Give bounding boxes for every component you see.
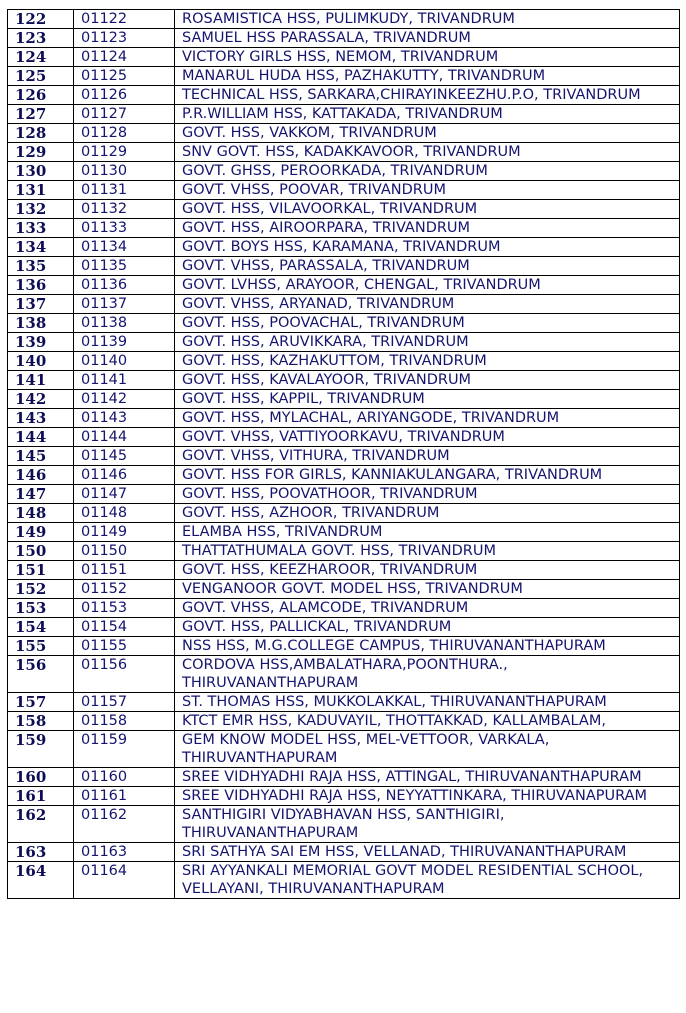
school-name-cell: GOVT. HSS, KAZHAKUTTOM, TRIVANDRUM (175, 352, 680, 371)
school-name-cell: GOVT. HSS, PALLICKAL, TRIVANDRUM (175, 618, 680, 637)
school-name-cell: SREE VIDHYADHI RAJA HSS, ATTINGAL, THIRUVANANTHAPURAM (175, 768, 680, 787)
table-row (8, 67, 680, 86)
table-row (8, 390, 680, 409)
school-name-cell: GOVT. HSS, KEEZHAROOR, TRIVANDRUM (175, 561, 680, 580)
table-row (8, 806, 680, 843)
table-row (8, 105, 680, 124)
table-row (8, 693, 680, 712)
school-name-cell: GOVT. HSS, KAPPIL, TRIVANDRUM (175, 390, 680, 409)
school-name-cell: ELAMBA HSS, TRIVANDRUM (175, 523, 680, 542)
table-row (8, 257, 680, 276)
serial-number-cell: 157 (8, 693, 74, 712)
school-code-cell: 01153 (74, 599, 175, 618)
table-row (8, 428, 680, 447)
table-row (8, 656, 680, 693)
serial-number-cell: 140 (8, 352, 74, 371)
school-name-cell: GOVT. VHSS, POOVAR, TRIVANDRUM (175, 181, 680, 200)
school-code-cell: 01159 (74, 731, 175, 768)
table-row (8, 371, 680, 390)
serial-number-cell: 130 (8, 162, 74, 181)
serial-number-cell: 163 (8, 843, 74, 862)
school-code-cell: 01142 (74, 390, 175, 409)
table-row (8, 29, 680, 48)
serial-number-cell: 127 (8, 105, 74, 124)
table-row (8, 409, 680, 428)
table-row (8, 787, 680, 806)
table-row (8, 124, 680, 143)
table-row (8, 333, 680, 352)
table-row (8, 504, 680, 523)
school-name-cell: GOVT. HSS, VILAVOORKAL, TRIVANDRUM (175, 200, 680, 219)
table-row (8, 843, 680, 862)
school-code-cell: 01130 (74, 162, 175, 181)
school-code-cell: 01144 (74, 428, 175, 447)
serial-number-cell: 128 (8, 124, 74, 143)
school-code-cell: 01143 (74, 409, 175, 428)
serial-number-cell: 125 (8, 67, 74, 86)
serial-number-cell: 126 (8, 86, 74, 105)
school-code-cell: 01149 (74, 523, 175, 542)
serial-number-cell: 155 (8, 637, 74, 656)
school-name-cell: GOVT. VHSS, ARYANAD, TRIVANDRUM (175, 295, 680, 314)
serial-number-cell: 151 (8, 561, 74, 580)
school-name-cell: GOVT. HSS, AIROORPARA, TRIVANDRUM (175, 219, 680, 238)
school-name-cell: GOVT. LVHSS, ARAYOOR, CHENGAL, TRIVANDRUM (175, 276, 680, 295)
school-code-cell: 01163 (74, 843, 175, 862)
serial-number-cell: 158 (8, 712, 74, 731)
serial-number-cell: 131 (8, 181, 74, 200)
school-name-cell: GOVT. HSS, ARUVIKKARA, TRIVANDRUM (175, 333, 680, 352)
school-code-cell: 01141 (74, 371, 175, 390)
school-code-cell: 01127 (74, 105, 175, 124)
table-row (8, 238, 680, 257)
serial-number-cell: 141 (8, 371, 74, 390)
table-row (8, 485, 680, 504)
serial-number-cell: 136 (8, 276, 74, 295)
school-name-cell: ST. THOMAS HSS, MUKKOLAKKAL, THIRUVANANTHAPURAM (175, 693, 680, 712)
serial-number-cell: 154 (8, 618, 74, 637)
school-name-cell: GOVT. HSS, POOVACHAL, TRIVANDRUM (175, 314, 680, 333)
serial-number-cell: 124 (8, 48, 74, 67)
serial-number-cell: 147 (8, 485, 74, 504)
table-row (8, 637, 680, 656)
serial-number-cell: 164 (8, 862, 74, 899)
table-row (8, 143, 680, 162)
table-row (8, 862, 680, 899)
table-row (8, 200, 680, 219)
serial-number-cell: 122 (8, 10, 74, 29)
school-code-cell: 01136 (74, 276, 175, 295)
table-row (8, 352, 680, 371)
school-code-cell: 01137 (74, 295, 175, 314)
serial-number-cell: 138 (8, 314, 74, 333)
school-code-cell: 01122 (74, 10, 175, 29)
serial-number-cell: 152 (8, 580, 74, 599)
school-code-cell: 01135 (74, 257, 175, 276)
school-code-cell: 01146 (74, 466, 175, 485)
serial-number-cell: 142 (8, 390, 74, 409)
school-name-cell: ROSAMISTICA HSS, PULIMKUDY, TRIVANDRUM (175, 10, 680, 29)
table-row (8, 466, 680, 485)
school-name-cell: GOVT. VHSS, VATTIYOORKAVU, TRIVANDRUM (175, 428, 680, 447)
school-name-cell: GEM KNOW MODEL HSS, MEL-VETTOOR, VARKALA, THIRUVANTHAPURAM (175, 731, 680, 768)
school-code-cell: 01140 (74, 352, 175, 371)
school-code-cell: 01139 (74, 333, 175, 352)
table-row (8, 731, 680, 768)
serial-number-cell: 129 (8, 143, 74, 162)
serial-number-cell: 123 (8, 29, 74, 48)
school-name-cell: MANARUL HUDA HSS, PAZHAKUTTY, TRIVANDRUM (175, 67, 680, 86)
school-name-cell: GOVT. HSS, VAKKOM, TRIVANDRUM (175, 124, 680, 143)
table-row (8, 599, 680, 618)
school-name-cell: CORDOVA HSS,AMBALATHARA,POONTHURA., THIRUVANANTHAPURAM (175, 656, 680, 693)
table-row (8, 561, 680, 580)
table-row (8, 523, 680, 542)
school-code-cell: 01125 (74, 67, 175, 86)
school-name-cell: SNV GOVT. HSS, KADAKKAVOOR, TRIVANDRUM (175, 143, 680, 162)
serial-number-cell: 149 (8, 523, 74, 542)
school-name-cell: GOVT. HSS FOR GIRLS, KANNIAKULANGARA, TRIVANDRUM (175, 466, 680, 485)
table-row (8, 181, 680, 200)
serial-number-cell: 132 (8, 200, 74, 219)
school-name-cell: NSS HSS, M.G.COLLEGE CAMPUS, THIRUVANANTHAPURAM (175, 637, 680, 656)
serial-number-cell: 145 (8, 447, 74, 466)
school-list (7, 9, 680, 899)
school-name-cell: P.R.WILLIAM HSS, KATTAKADA, TRIVANDRUM (175, 105, 680, 124)
school-code-cell: 01131 (74, 181, 175, 200)
school-name-cell: VICTORY GIRLS HSS, NEMOM, TRIVANDRUM (175, 48, 680, 67)
serial-number-cell: 156 (8, 656, 74, 693)
school-name-cell: SREE VIDHYADHI RAJA HSS, NEYYATTINKARA, THIRUVANAPURAM (175, 787, 680, 806)
school-code-cell: 01126 (74, 86, 175, 105)
serial-number-cell: 160 (8, 768, 74, 787)
school-code-cell: 01132 (74, 200, 175, 219)
school-code-cell: 01138 (74, 314, 175, 333)
school-code-cell: 01160 (74, 768, 175, 787)
table-row (8, 295, 680, 314)
serial-number-cell: 137 (8, 295, 74, 314)
serial-number-cell: 135 (8, 257, 74, 276)
school-name-cell: TECHNICAL HSS, SARKARA,CHIRAYINKEEZHU.P.O, TRIVANDRUM (175, 86, 680, 105)
school-table (7, 9, 680, 899)
school-code-cell: 01152 (74, 580, 175, 599)
school-name-cell: GOVT. VHSS, PARASSALA, TRIVANDRUM (175, 257, 680, 276)
school-name-cell: GOVT. VHSS, ALAMCODE, TRIVANDRUM (175, 599, 680, 618)
school-code-cell: 01145 (74, 447, 175, 466)
school-name-cell: GOVT. HSS, MYLACHAL, ARIYANGODE, TRIVANDRUM (175, 409, 680, 428)
table-row (8, 162, 680, 181)
school-code-cell: 01148 (74, 504, 175, 523)
school-code-cell: 01134 (74, 238, 175, 257)
school-code-cell: 01161 (74, 787, 175, 806)
school-name-cell: SRI SATHYA SAI EM HSS, VELLANAD, THIRUVANANTHAPURAM (175, 843, 680, 862)
school-code-cell: 01123 (74, 29, 175, 48)
table-row (8, 219, 680, 238)
serial-number-cell: 159 (8, 731, 74, 768)
school-name-cell: KTCT EMR HSS, KADUVAYIL, THOTTAKKAD, KALLAMBALAM, (175, 712, 680, 731)
school-name-cell: SAMUEL HSS PARASSALA, TRIVANDRUM (175, 29, 680, 48)
school-name-cell: SANTHIGIRI VIDYABHAVAN HSS, SANTHIGIRI, THIRUVANANTHAPURAM (175, 806, 680, 843)
serial-number-cell: 146 (8, 466, 74, 485)
serial-number-cell: 139 (8, 333, 74, 352)
school-name-cell: SRI AYYANKALI MEMORIAL GOVT MODEL RESIDENTIAL SCHOOL, VELLAYANI, THIRUVANANTHAPURAM (175, 862, 680, 899)
serial-number-cell: 161 (8, 787, 74, 806)
school-name-cell: GOVT. GHSS, PEROORKADA, TRIVANDRUM (175, 162, 680, 181)
table-row (8, 542, 680, 561)
school-name-cell: GOVT. HSS, KAVALAYOOR, TRIVANDRUM (175, 371, 680, 390)
serial-number-cell: 133 (8, 219, 74, 238)
table-row (8, 86, 680, 105)
school-code-cell: 01156 (74, 656, 175, 693)
table-row (8, 276, 680, 295)
school-name-cell: GOVT. HSS, POOVATHOOR, TRIVANDRUM (175, 485, 680, 504)
school-code-cell: 01157 (74, 693, 175, 712)
table-row (8, 48, 680, 67)
table-row (8, 618, 680, 637)
school-code-cell: 01155 (74, 637, 175, 656)
table-row (8, 314, 680, 333)
serial-number-cell: 144 (8, 428, 74, 447)
school-code-cell: 01124 (74, 48, 175, 67)
table-row (8, 712, 680, 731)
table-row (8, 768, 680, 787)
table-row (8, 580, 680, 599)
serial-number-cell: 153 (8, 599, 74, 618)
school-code-cell: 01154 (74, 618, 175, 637)
serial-number-cell: 134 (8, 238, 74, 257)
serial-number-cell: 143 (8, 409, 74, 428)
school-name-cell: GOVT. HSS, AZHOOR, TRIVANDRUM (175, 504, 680, 523)
school-name-cell: VENGANOOR GOVT. MODEL HSS, TRIVANDRUM (175, 580, 680, 599)
serial-number-cell: 162 (8, 806, 74, 843)
school-code-cell: 01162 (74, 806, 175, 843)
school-code-cell: 01151 (74, 561, 175, 580)
school-name-cell: THATTATHUMALA GOVT. HSS, TRIVANDRUM (175, 542, 680, 561)
serial-number-cell: 148 (8, 504, 74, 523)
school-code-cell: 01147 (74, 485, 175, 504)
school-code-cell: 01158 (74, 712, 175, 731)
table-row (8, 10, 680, 29)
school-code-cell: 01150 (74, 542, 175, 561)
school-code-cell: 01133 (74, 219, 175, 238)
school-code-cell: 01129 (74, 143, 175, 162)
school-code-cell: 01164 (74, 862, 175, 899)
school-code-cell: 01128 (74, 124, 175, 143)
school-name-cell: GOVT. VHSS, VITHURA, TRIVANDRUM (175, 447, 680, 466)
school-name-cell: GOVT. BOYS HSS, KARAMANA, TRIVANDRUM (175, 238, 680, 257)
table-row (8, 447, 680, 466)
school-table-body (8, 10, 680, 899)
serial-number-cell: 150 (8, 542, 74, 561)
